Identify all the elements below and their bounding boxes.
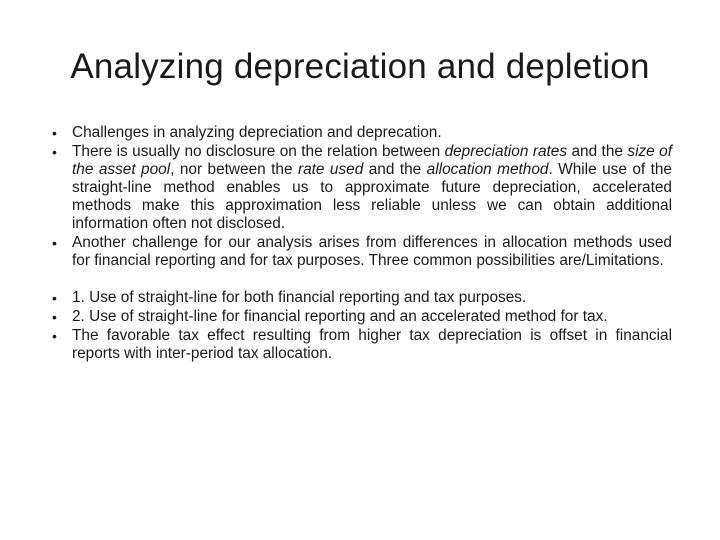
bullet-dot: • xyxy=(52,309,57,325)
italic-term: depreciation rates xyxy=(444,143,568,160)
italic-term: allocation method xyxy=(426,161,549,178)
bullet-text-segment: . While use of the straight-line method enables us to approximate future depreciation, accelerated methods make this approximation less reliable unless we can obtain additional information often not disclosed. xyxy=(72,161,672,232)
bullet-text-segment: , nor between the xyxy=(170,161,298,178)
bullet-text: The favorable tax effect resulting from higher tax depreciation is offset in financial reports with inter-period tax allocation. xyxy=(72,327,672,362)
bullet-list-secondary xyxy=(48,289,672,363)
bullet-item xyxy=(48,289,672,307)
bullet-dot: • xyxy=(52,125,57,141)
bullet-text-segment: and the xyxy=(363,161,427,178)
bullet-text: Challenges in analyzing depreciation and deprecation. xyxy=(72,124,442,141)
italic-term: size of the asset pool xyxy=(72,143,672,178)
bullet-text xyxy=(72,143,672,232)
slide-body xyxy=(48,124,672,364)
bullet-dot: • xyxy=(52,290,57,306)
bullet-item xyxy=(48,327,672,363)
slide-title: Analyzing depreciation and depletion xyxy=(70,47,650,86)
bullet-text-segment: There is usually no disclosure on the relation between xyxy=(72,143,445,160)
bullet-text: Another challenge for our analysis arises from differences in allocation methods used for financial reporting and for tax purposes. Three common possibilities are/Limitations. xyxy=(72,234,672,269)
bullet-text-segment: and the xyxy=(567,143,628,160)
italic-term: rate used xyxy=(297,161,364,178)
bullet-dot: • xyxy=(52,328,57,344)
bullet-item xyxy=(48,124,672,142)
bullet-text: 2. Use of straight-line for financial reporting and an accelerated method for tax. xyxy=(72,308,608,325)
bullet-dot: • xyxy=(52,235,57,251)
bullet-dot: • xyxy=(52,144,57,160)
bullet-item xyxy=(48,234,672,270)
bullet-list-primary xyxy=(48,124,672,270)
bullet-item xyxy=(48,143,672,233)
bullet-item xyxy=(48,308,672,326)
section-spacer xyxy=(48,271,672,289)
bullet-text: 1. Use of straight-line for both financial reporting and tax purposes. xyxy=(72,289,527,306)
